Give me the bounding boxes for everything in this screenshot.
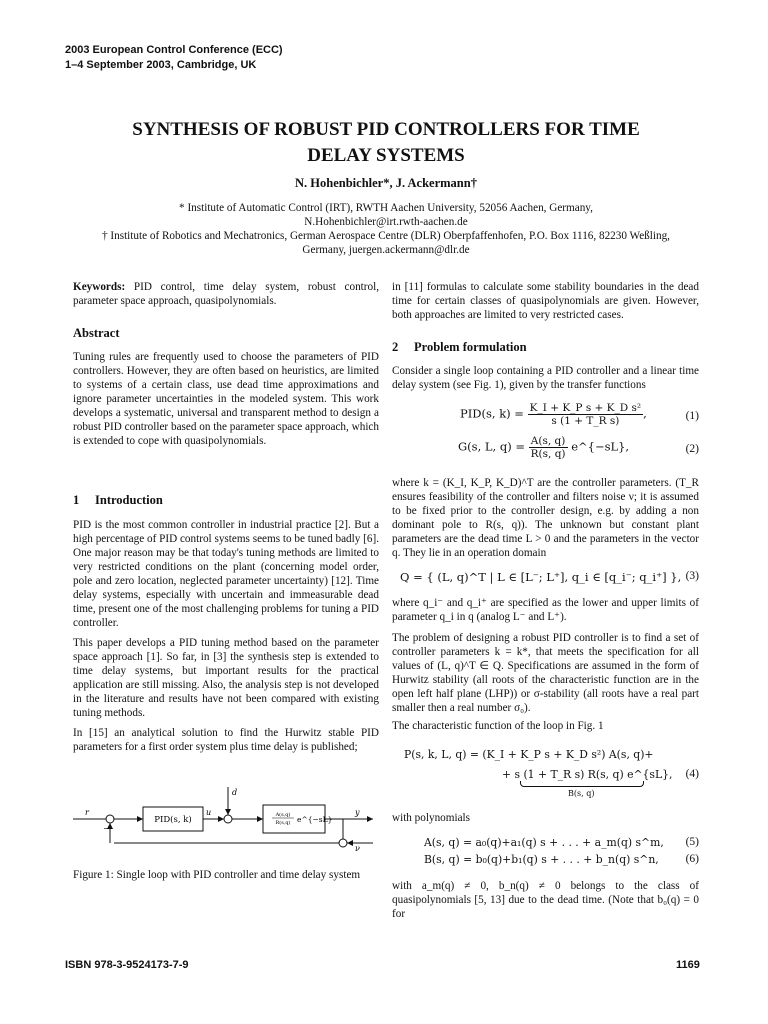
problem-title: Problem formulation [414,340,527,354]
intro-number: 1 [73,493,80,507]
intro-body [73,518,379,760]
affiliation-1: * Institute of Automatic Control (IRT), RWTH Aachen University, 52056 Aachen, Germany, [179,202,593,214]
affiliation-1-email: N.Hohenbichler@irt.rwth-aachen.de [304,216,468,228]
eq2-denominator: R(s, q) [530,448,566,460]
block-diagram [73,785,379,855]
eq1-fraction [528,402,644,427]
keywords [73,280,379,308]
eq5-body: A(s, q) = a₀(q)+a₁(q) s + . . . + a_m(q) s^m, [424,836,664,849]
eq4-number: (4) [685,768,699,780]
problem-paragraph-6: with polynomials [392,812,471,824]
eq2-numerator: A(s, q) [529,435,568,448]
figure-1-caption: Figure 1: Single loop with PID controller and time delay system [73,869,361,881]
equation-6 [392,853,699,869]
intro-title: Introduction [95,493,163,507]
conference-header [65,43,283,73]
plant-numerator: A(s,q) [275,812,291,818]
eq4-line-2: + s (1 + T_R s) R(s, q) e^{sL}, [502,768,673,781]
plant-delay: e^{−sL} [297,815,333,824]
problem-paragraph-2: where k = (K_I, K_P, K_D)^T are the controller parameters. (T_R ensures feasibility of the controller and filters noise ν; it is assumed to be fixed prior to the controller design, e.g. by adding a non dominant pole to R(s, q)). The unknown but constant plant parameters are the dead time L > 0 and the parameters in the vector q. They lie in an operation domain [392,477,699,559]
conference-date: 1–4 September 2003, Cambridge, UK [65,59,257,71]
equation-4 [392,748,699,802]
pid-block-label: PID(s, k) [154,815,192,825]
conference-name: 2003 European Control Conference (ECC) [65,44,283,56]
title-line-1: SYNTHESIS OF ROBUST PID CONTROLLERS FOR TIME [132,119,640,140]
problem-paragraph-1: Consider a single loop containing a PID controller and a linear time delay system (see Fig. 1), given by the transfer functions [392,365,699,391]
right-paragraph-0: in [11] formulas to calculate some stability boundaries in the dead time for certain classes of quasipolynomials are given. However, both approaches are limited to very restricted cases. [392,281,699,321]
authors: N. Hohenbichler*, J. Ackermann† [295,176,477,190]
problem-paragraph-3: where q_i⁻ and q_i⁺ are specified as the lower and upper limits of parameter q_i in q (analog L⁻ and L⁺). [392,597,699,623]
problem-paragraph-4: The problem of designing a robust PID controller is to find a set of controller parameters k = k*, that meets the specification for all values of (L, q)^T ∈ Q. Specifications are assumed in the form of Hurwitz stability (all roots of the characteristic function are in the open left half plane (LHP)) or σ-stability (all roots have a real part smaller then a real number σ₀). [392,632,699,714]
eq2-fraction [529,435,568,460]
eq6-body: B(s, q) = b₀(q)+b₁(q) s + . . . + b_n(q) s^n, [424,853,659,866]
intro-paragraph-3: In [15] an analytical solution to find the Hurwitz stable PID parameters for a first order system plus time delay is published; [73,727,379,753]
eq6-number: (6) [685,853,699,865]
figure-1-diagram [73,785,379,860]
problem-paragraph-5: The characteristic function of the loop in Fig. 1 [392,720,604,732]
abstract-text: Tuning rules are frequently used to choose the parameters of PID controllers. However, they are often based on heuristics, are limited to systems of a certain class, use dead time approximations and ignore parameter uncertainties in the modeled system. This work develops a systematic, universal and transparent method to design a robust PID controller based on the parameter space approach, which is extended to cope with quasipolynomials. [73,351,379,447]
eq1-numerator: K_I + K_P s + K_D s² [529,402,642,414]
eq4-underbrace [520,781,644,787]
affiliation-2: † Institute of Robotics and Mechatronics, German Aerospace Centre (DLR) Oberpfaffenhofen, P.O. Box 1116, 82230 Weßling, [102,230,670,242]
signal-r: r [85,808,89,817]
minus-sign: − [103,824,110,833]
signal-nu: ν [355,844,360,853]
eq4-line-1: P(s, k, L, q) = (K_I + K_P s + K_D s²) A(s, q)+ [404,748,654,761]
problem-heading [392,340,527,355]
keywords-text: PID control, time delay system, robust control, parameter space approach, quasipolynomials. [73,281,379,307]
eq3-number: (3) [685,570,699,582]
affiliation-2-email: Germany, juergen.ackermann@dlr.de [302,244,470,256]
equation-3 [392,570,699,588]
intro-paragraph-2: This paper develops a PID tuning method based on the parameter space approach [1]. So far, in [3] the synthesis step is extended to time delay systems, but important results for the practical application are still missing. Also, the analysis step is not developed in the literature and results have not been compared with existing tuning methods. [73,637,379,719]
equation-2 [392,435,699,467]
equation-1: PID(s, k) = $\frac{\text{K\_I + K\_P s + K\_D s²}}{\text{s (1 + T\_R s)}}$ , (1) [460,402,699,427]
keywords-label: Keywords: [73,281,126,293]
eq1-denominator: s (1 + T_R s) [551,415,620,427]
paper-title [60,117,712,169]
isbn-footer: ISBN 978-3-9524173-7-9 [65,959,189,971]
eq2-delay: e^{−sL}, [571,439,630,454]
abstract-heading: Abstract [73,326,120,340]
signal-u: u [206,808,212,817]
equation-5 [392,836,699,852]
eq1-lhs: PID(s, k) = [460,406,524,421]
eq4-brace-label: B(s, q) [568,789,595,798]
signal-d: d [232,788,238,797]
eq3-body: Q = { (L, q)^T | L ∈ [L⁻; L⁺], q_i ∈ [q_i⁻; q_i⁺] }, [400,570,682,584]
intro-paragraph-1: PID is the most common controller in industrial practice [2]. But a high percentage of PID control systems seems to be tuned badly [6]. One major reason may be that today's tuning methods are limited to very restricted conditions on the plant (concerning model order, pole and zero location, neglected parameter uncertainty) [12]. Time delay systems, especially with uncertain and immeasurable dead time, present one of the most challenging problems for tuning a PID controller. [73,519,379,629]
problem-paragraph-7: with a_m(q) ≠ 0, b_n(q) ≠ 0 belongs to the class of quasipolynomials [5, 13] due to the dead time. (Note that b₀(q) = 0 for [392,880,699,920]
problem-number: 2 [392,340,399,354]
title-line-2: DELAY SYSTEMS [307,145,465,166]
affiliations [60,201,712,257]
eq5-number: (5) [685,836,699,848]
eq2-lhs: G(s, L, q) = [458,439,525,454]
intro-heading [73,493,163,508]
eq1-number: (1) [685,410,699,422]
page-number: 1169 [676,959,700,971]
eq2-number: (2) [685,443,699,455]
signal-y: y [355,808,360,817]
plant-denominator: R(s,q) [275,820,291,826]
